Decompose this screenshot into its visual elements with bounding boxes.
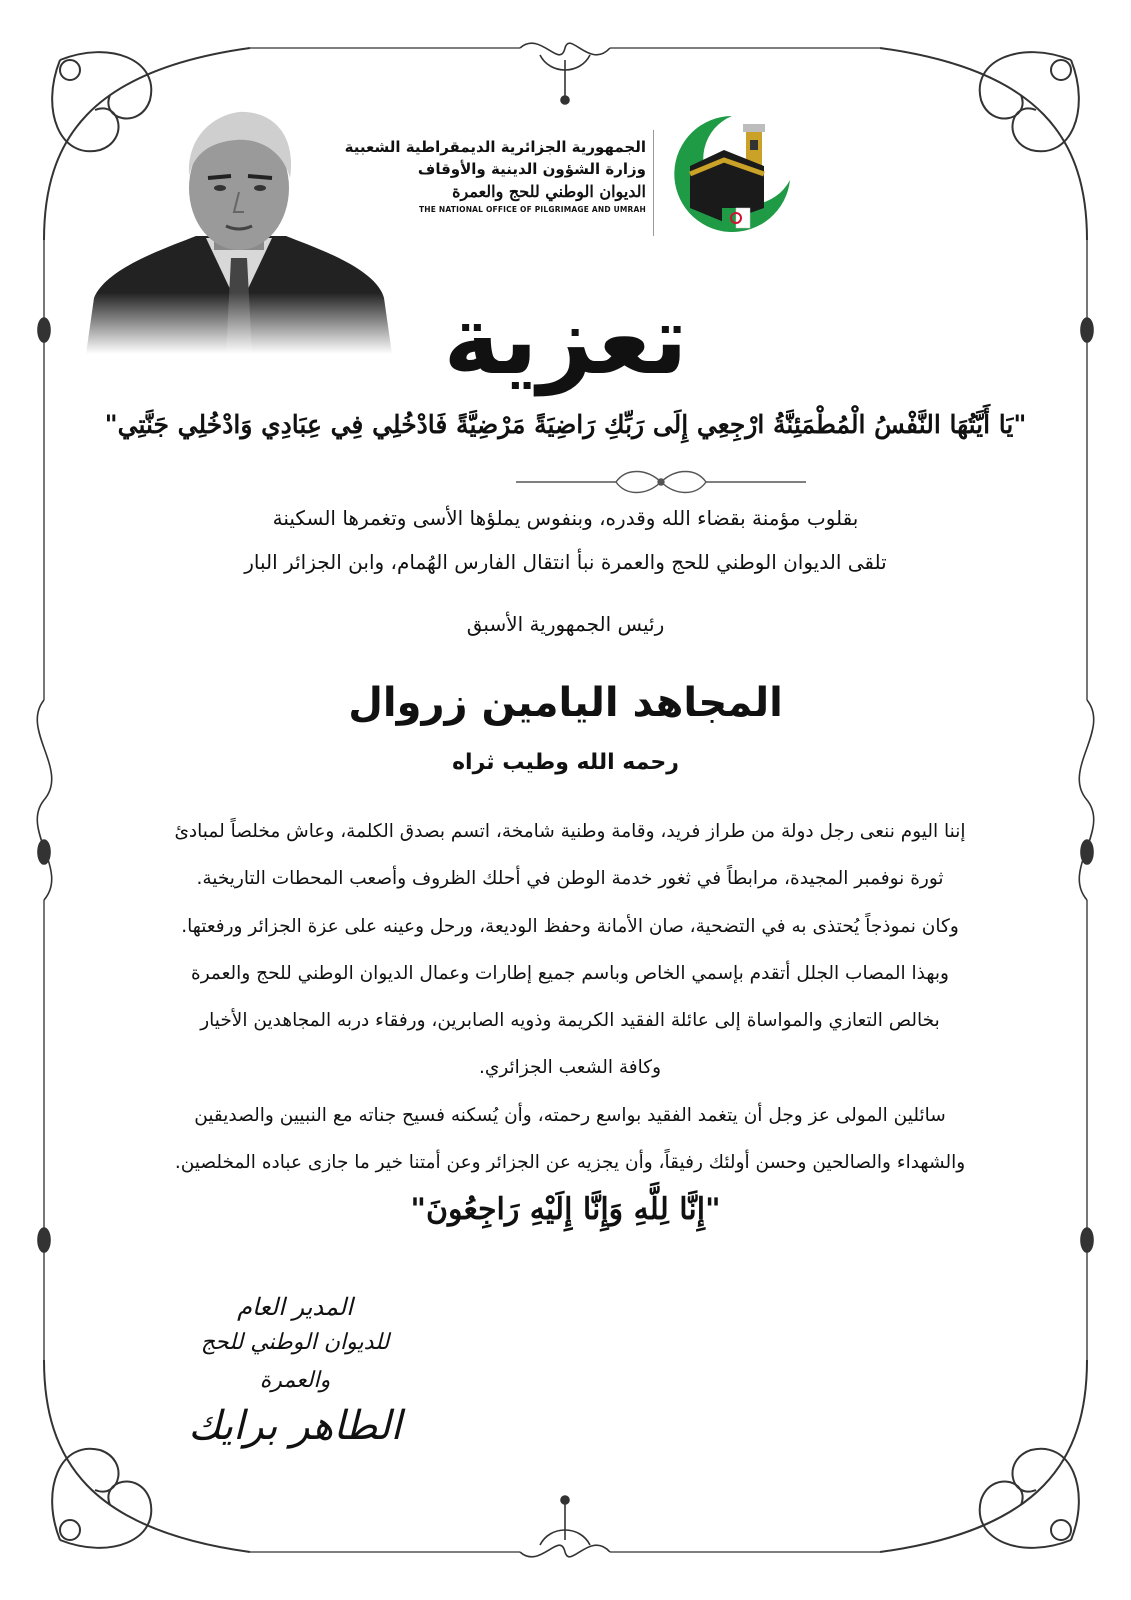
bottom-center-ornament <box>520 1496 610 1557</box>
body-line: والشهداء والصالحين وحسن أولئك رفيقاً، وأن يجزيه عن الجزائر وعن أمتنا خير ما جازى عباده المخلصين. <box>174 1152 966 1174</box>
intro-line-3: رئيس الجمهورية الأسبق <box>466 612 665 636</box>
signatory-name: الطاهر برايك <box>188 1403 402 1449</box>
body-line: سائلين المولى عز وجل أن يتغمد الفقيد بواسع رحمته، وأن يُسكنه فسيح جناته مع النبيين والصديقين <box>194 1104 946 1126</box>
body-line: وكافة الشعب الجزائري. <box>478 1057 662 1079</box>
intro-line-1: بقلوب مؤمنة بقضاء الله وقدره، وبنفوس يملؤها الأسى وتغمرها السكينة <box>272 506 859 530</box>
body-line: ثورة نوفمبر المجيدة، مرابطاً في ثغور خدمة الوطن في أحلك الظروف وأصعب المحطات التاريخية. <box>196 868 944 890</box>
top-center-ornament <box>520 43 610 104</box>
page-title: تعزية <box>443 284 688 396</box>
body-line: وكان نموذجاً يُحتذى به في التضحية، صان الأمانة وحفظ الوديعة، ورحل وعينه على عزة الجزائر ورفعتها. <box>181 915 959 937</box>
corner-ornament-bottom-right <box>880 1360 1087 1552</box>
body-line: بخالص التعازي والمواساة إلى عائلة الفقيد الكريمة وذويه الصابرين، ورفقاء دربه المجاهدين الأخيار <box>200 1010 940 1032</box>
intro-line-2: تلقى الديوان الوطني للحج والعمرة نبأ انتقال الفارس الهُمام، وابن الجزائر البار <box>244 550 887 574</box>
signatory-title-line-2: للديوان الوطني للحج والعمرة <box>200 1330 390 1393</box>
signatory-title-line-1: المدير العام <box>237 1293 353 1321</box>
signatory-title <box>180 1290 410 1400</box>
deceased-name: المجاهد اليامين زروال <box>348 680 783 726</box>
corner-ornament-top-right <box>880 48 1087 240</box>
ministry-name: وزارة الشؤون الدينية والأوقاف <box>417 160 646 178</box>
office-logo-icon <box>668 110 796 238</box>
quran-verse: "يَا أَيَّتُهَا النَّفْسُ الْمُطْمَئِنَّةُ ارْجِعِي إِلَى رَبِّكِ رَاضِيَةً مَرْضِيَّةً فَادْخُلِي فِي عِبَادِي وَادْخُلِي جَنَّتِي" <box>104 410 1027 439</box>
condolence-body <box>100 808 1040 1186</box>
deceased-prayer: رحمه الله وطيب ثراه <box>452 750 679 775</box>
header-separator <box>653 130 654 236</box>
closing-verse: "إِنَّا لِلَّهِ وَإِنَّا إِلَيْهِ رَاجِعُونَ" <box>410 1192 721 1227</box>
office-name-ar: الديوان الوطني للحج والعمرة <box>452 182 646 201</box>
header-text <box>300 136 646 216</box>
body-line: وبهذا المصاب الجلل أتقدم بإسمي الخاص وباسم جميع إطارات وعمال الديوان الوطني للحج والعمرة <box>191 962 949 984</box>
republic-name: الجمهورية الجزائرية الديمقراطية الشعبية <box>344 138 646 156</box>
body-line: إننا اليوم ننعى رجل دولة من طراز فريد، وقامة وطنية شامخة، اتسم بصدق الكلمة، وعاش مخلصاً لمبادئ <box>174 821 966 842</box>
divider-ornament <box>516 460 806 504</box>
office-name-en: THE NATIONAL OFFICE OF PILGRIMAGE AND UMRAH <box>418 205 646 214</box>
